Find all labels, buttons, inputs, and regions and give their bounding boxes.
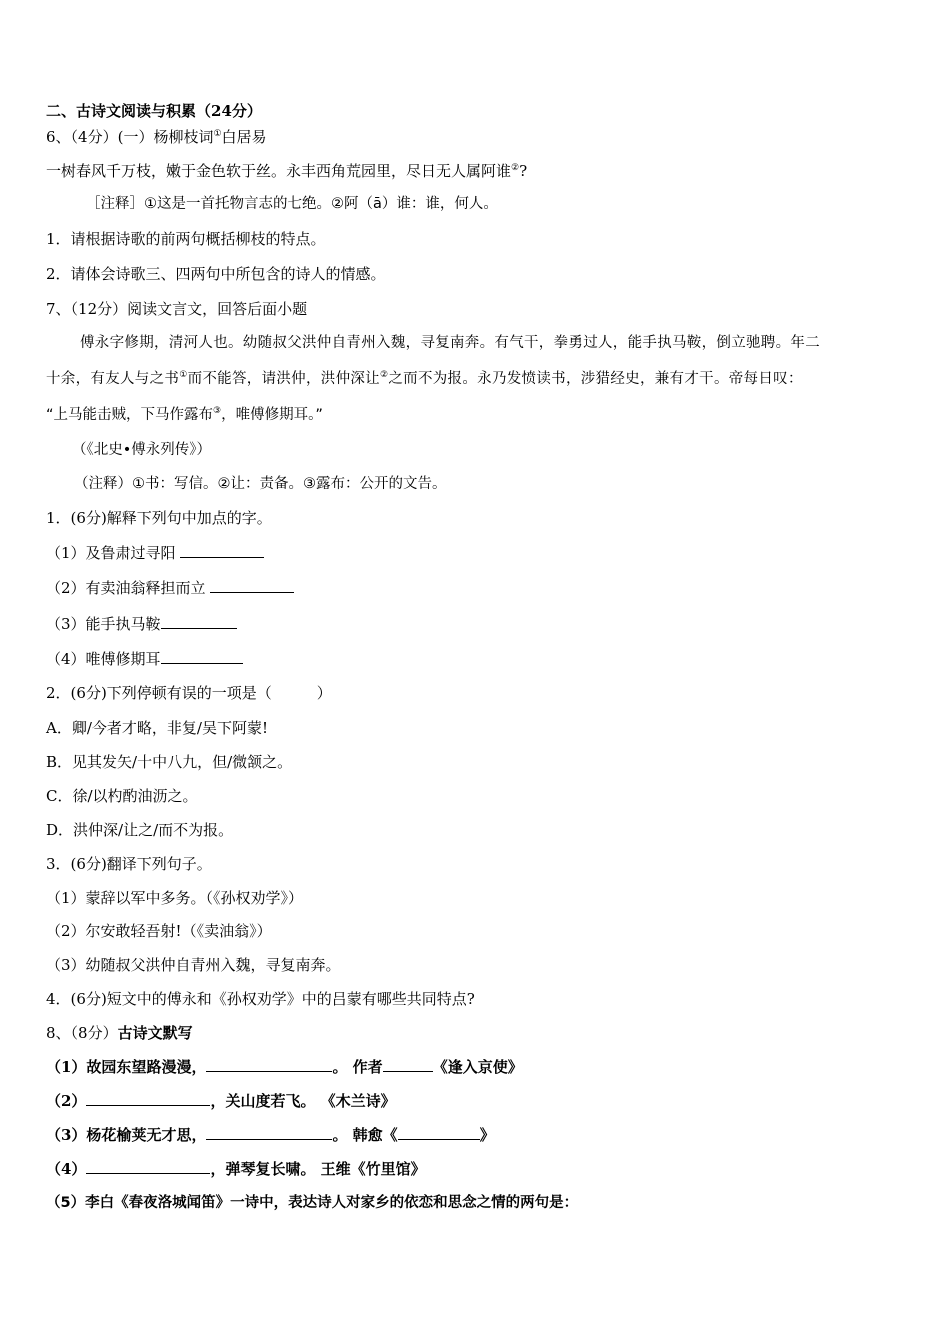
- q7-sub2-option-d: D．洪仲深/让之/而不为报。: [46, 821, 234, 839]
- q7-sub4-title: 4．(6分)短文中的傅永和《孙权劝学》中的吕蒙有哪些共同特点?: [46, 990, 475, 1008]
- q7-header: 7、（12分）阅读文言文，回答后面小题: [46, 300, 308, 318]
- answer-blank[interactable]: [161, 612, 237, 629]
- q7-sub1-item-4: （4）唯傅修期耳: [46, 647, 243, 670]
- q6-note: ［注释］①这是一首托物言志的七绝。②阿（ā）谁：谁，何人。: [86, 196, 498, 212]
- answer-blank[interactable]: [180, 541, 264, 558]
- q7-sub1-title: 1．(6分)解释下列句中加点的字。: [46, 509, 272, 527]
- q7-para-line-2: 十余，有友人与之书①而不能答，请洪仲，洪仲深让②之而不为报。永乃发愤读书，涉猎经史，兼有才干。帝每日叹：: [46, 370, 803, 387]
- answer-blank[interactable]: [86, 1089, 210, 1106]
- q8-line-1: （1）故园东望路漫漫， 。 作者 《逢入京使》: [46, 1055, 523, 1078]
- q7-sub3-title: 3．(6分)翻译下列句子。: [46, 855, 212, 873]
- section-title: 二、古诗文阅读与积累（24分）: [46, 102, 262, 120]
- answer-blank[interactable]: [206, 1055, 332, 1072]
- q7-sub3-item-3: （3）幼随叔父洪仲自青州入魏，寻复南奔。: [46, 956, 341, 974]
- q7-sub1-item-1: （1）及鲁肃过寻阳: [46, 541, 264, 564]
- q6-header: 6、（4分）(一）杨柳枝词①白居易: [46, 128, 267, 146]
- q8-line-4: （4） ，弹琴复长啸。 王维《竹里馆》: [46, 1157, 426, 1180]
- answer-blank[interactable]: [86, 1157, 210, 1174]
- answer-blank[interactable]: [398, 1123, 480, 1140]
- q8-line-2: （2） ，关山度若飞。 《木兰诗》: [46, 1089, 396, 1112]
- q7-sub3-item-1: （1）蒙辞以军中多务。（《孙权劝学》）: [46, 889, 304, 907]
- q7-note: （注释）①书：写信。②让：责备。③露布：公开的文告。: [74, 476, 447, 492]
- answer-blank[interactable]: [161, 647, 243, 664]
- q7-sub2-option-b: B．见其发矢/十中八九，但/微颔之。: [46, 753, 293, 771]
- q8-header: 8、（8分）古诗文默写: [46, 1024, 193, 1042]
- q8-line-5: （5）李白《春夜洛城闻笛》一诗中，表达诗人对家乡的依恋和思念之情的两句是：: [46, 1195, 579, 1211]
- q6-sub2: 2．请体会诗歌三、四两句中所包含的诗人的情感。: [46, 265, 386, 283]
- q7-source: （《北史•傅永列传》）: [72, 442, 212, 458]
- q7-sub3-item-2: （2）尔安敢轻吾射!（《卖油翁》）: [46, 922, 272, 940]
- answer-blank[interactable]: [383, 1055, 433, 1072]
- q7-sub2-title: 2．(6分)下列停顿有误的一项是（ ）: [46, 684, 332, 702]
- q7-para-line-1: 傅永字修期，清河人也。幼随叔父洪仲自青州入魏，寻复南奔。有气干，拳勇过人，能手执马鞍，倒立驰聘。年二: [80, 335, 820, 351]
- q7-sub1-item-2: （2）有卖油翁释担而立: [46, 576, 294, 599]
- q7-para-line-3: “上马能击贼，下马作露布③，唯傅修期耳。”: [46, 406, 323, 423]
- q7-sub2-option-a: A．卿/今者才略，非复/吴下阿蒙!: [46, 719, 268, 737]
- q6-sub1: 1．请根据诗歌的前两句概括柳枝的特点。: [46, 230, 326, 248]
- q7-sub1-item-3: （3）能手执马鞍: [46, 612, 237, 635]
- q6-poem: 一树春风千万枝，嫩于金色软于丝。永丰西角荒园里，尽日无人属阿谁②?: [46, 162, 528, 180]
- q8-line-3: （3）杨花榆荚无才思， 。 韩愈《 》: [46, 1123, 495, 1146]
- answer-blank[interactable]: [206, 1123, 332, 1140]
- q7-sub2-option-c: C．徐/以杓酌油沥之。: [46, 787, 198, 805]
- answer-blank[interactable]: [210, 576, 294, 593]
